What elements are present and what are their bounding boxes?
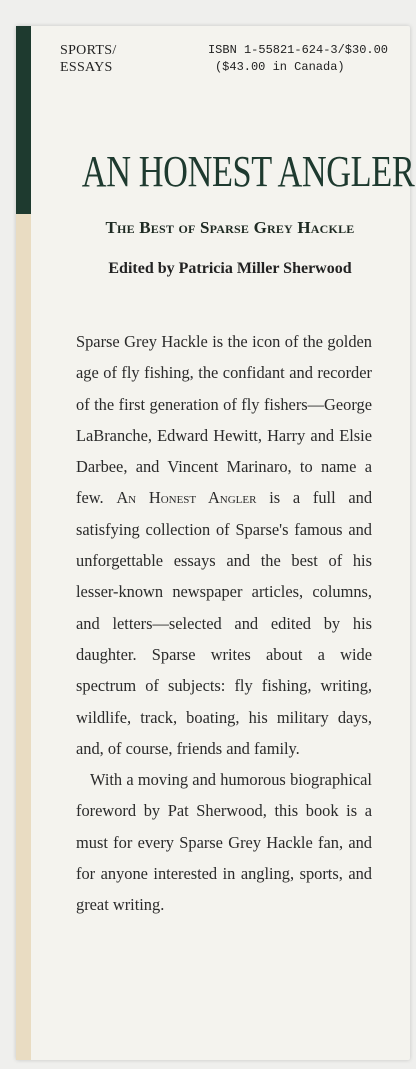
category-line-2: ESSAYS: [60, 60, 113, 75]
isbn-price: ISBN 1-55821-624-3/$30.00: [207, 43, 388, 57]
description-p1-part1: Sparse Grey Hackle is the icon of the golden age of fly fishing, the confidant and recorder of the first generation of fly fishers—George LaBranche, Edward Hewitt, Harry and Elsie Darbee, and Vincent Marinaro, to name a few.: [76, 332, 372, 508]
spine-green-band: [16, 26, 31, 214]
description-paragraph-2: With a moving and humorous biographical foreword by Pat Sherwood, this book is a must for every Sparse Grey Hackle fan, and for anyone interested in angling, sports, and great writing.: [76, 770, 372, 915]
price-block: [208, 42, 388, 76]
description-p1-part2: is a full and satisfying collection of Sparse's famous and unforgettable essays and the best of his lesser-known newspaper articles, columns, and letters—selected and edited by his daughter. Sparse writes about a wide spectrum of subjects: fly fishing, writing, wildlife, track, boating, his military days, and, of course, friends and family.: [76, 488, 373, 758]
book-subtitle: The Best of Sparse Grey Hackle: [105, 218, 355, 237]
category-label: [60, 42, 117, 76]
spine-cream-band: [16, 214, 31, 1060]
category-line-1: SPORTS/: [60, 43, 117, 58]
description-paragraph-1: [76, 326, 372, 764]
description-title-reference: An Honest Angler: [116, 488, 257, 508]
canada-price: ($43.00 in Canada): [214, 60, 345, 74]
book-title: AN HONEST ANGLER: [81, 147, 415, 196]
book-editor: Edited by Patricia Miller Sherwood: [108, 260, 352, 277]
description: [76, 326, 372, 921]
